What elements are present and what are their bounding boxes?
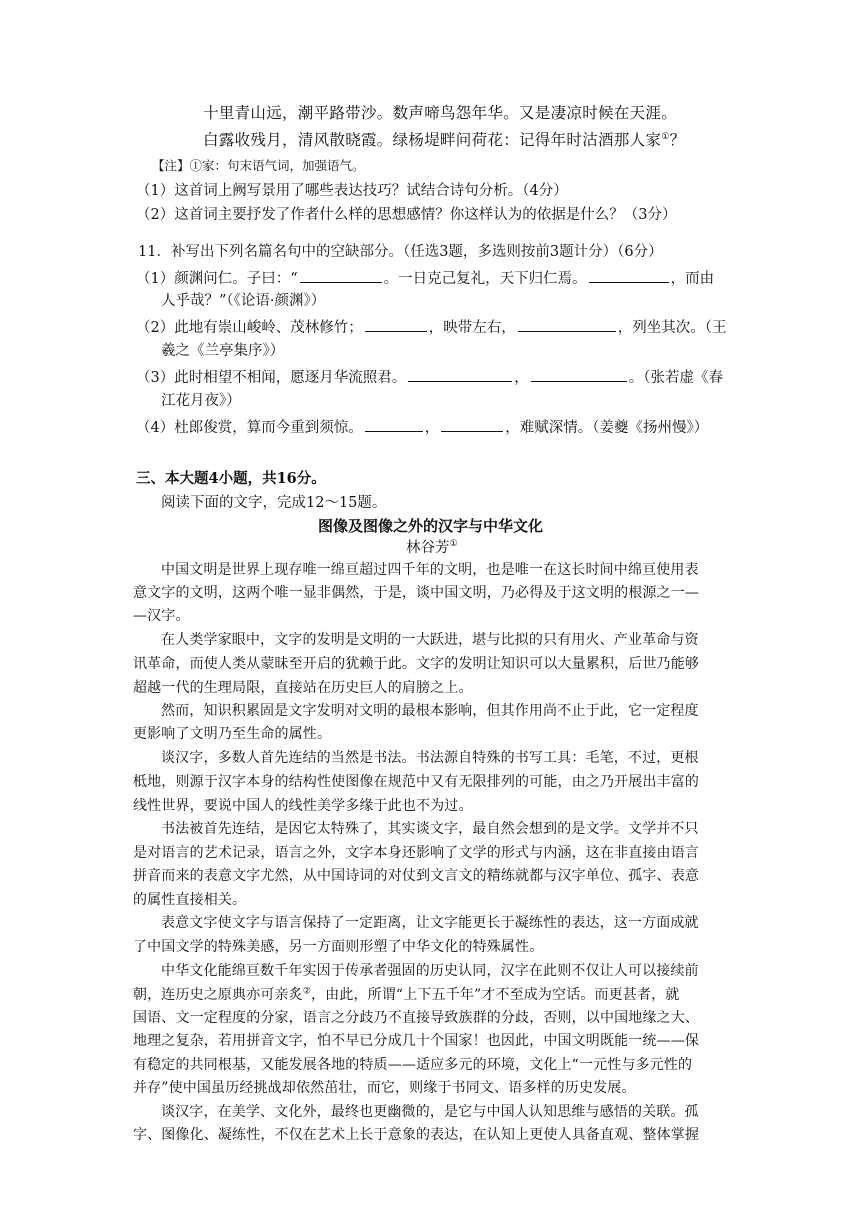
q11-item-3-text-c: 。（张若虚《春: [628, 370, 723, 386]
article-line: 中国文明是世界上现存唯一绵亘超过四千年的文明，也是唯一在这长时间中绵亘使用表: [161, 562, 699, 578]
q11-item-4-text-b: ，: [424, 420, 440, 436]
q11-item-1-text-c: ，而由: [670, 271, 715, 287]
q11-item-2-text-a: （2）此地有崇山峻岭、茂林修竹；: [136, 320, 363, 336]
article-line: 然而，知识积累固是文字发明对文明的最根本影响，但其作用尚不止于此，它一定程度: [161, 703, 699, 719]
article-line: 国语、文一定程度的分家，语言之分歧乃不直接导致族群的分歧，否则，以中国地缘之大、: [133, 1010, 699, 1026]
article-line: 表意文字使文字与语言保持了一定距离，让文字能更长于凝练性的表达，这一方面成就: [161, 915, 699, 931]
section-3-intro: 阅读下面的文字，完成12～15题。: [161, 495, 387, 511]
q11-item-3-text-b: ，: [514, 370, 529, 386]
answer-blank[interactable]: [589, 270, 669, 283]
answer-blank[interactable]: [365, 419, 423, 432]
footnote-marker: ①: [661, 131, 670, 142]
article-line: 是对语言的艺术记录，语言之外，文字本身还影响了文学的形式与内涵，这在非直接由语言: [133, 845, 699, 861]
article-line: 意文字的文明，这两个唯一显非偶然，于是，谈中国文明，乃必得及于这文明的根源之一—: [133, 585, 699, 601]
q11-item-3: [136, 369, 723, 386]
article-line: 地理之复杂，若用拼音文字，怕不早已分成几十个国家！也因此，中国文明既能一统——保: [133, 1033, 699, 1049]
article-author-name: 林谷芳: [406, 540, 450, 556]
article-line: 在人类学家眼中，文字的发明是文明的一大跃进，堪与比拟的只有用火、产业革命与资: [161, 632, 699, 648]
article-line: 谈汉字，多数人首先连结的当然是书法。书法源自特殊的书写工具：毛笔，不过，更根: [161, 750, 699, 766]
article-line: [133, 988, 679, 1002]
q11-item-1-text-a: （1）颜渊问仁。子曰：“: [136, 271, 298, 287]
footnote-marker: ①: [449, 539, 458, 550]
article-line: 谈汉字，在美学、文化外，最终也更幽微的，是它与中国人认知思维与感悟的关联。孤: [161, 1104, 699, 1120]
article-line: 更影响了文明乃至生命的属性。: [133, 726, 332, 742]
article-line: 超越一代的生理局限，直接站在历史巨人的肩膀之上。: [133, 680, 473, 696]
answer-blank[interactable]: [300, 270, 382, 283]
article-line: 讯革命，而使人类从蒙昧至开启的犹赖于此。文字的发明让知识可以大量累积，后世乃能够: [133, 656, 699, 672]
q11-item-2-text-c: ，列坐其次。（王: [617, 320, 727, 336]
answer-blank[interactable]: [441, 419, 503, 432]
q11-item-3-text-a: （3）此时相望不相闻，愿逐月华流照君。: [136, 370, 407, 386]
q11-item-1: [136, 270, 714, 287]
article-line: 有稳定的共同根基，又能发展各地的特质——适应多元的环境，文化上“一元性与多元性的: [133, 1057, 693, 1073]
q11-item-2-cont: 羲之《兰亭集序》）: [161, 343, 285, 359]
q11-item-4-text-c: ，难赋深情。（姜夔《扬州慢》）: [505, 420, 709, 436]
poem-line-2-end: ？: [669, 131, 686, 149]
poem-line-2-text: 白露收残月，清风散晓霞。绿杨堤畔问荷花：记得年时沽酒那人家: [203, 131, 662, 149]
q11-item-1-text-b: 。一日克己复礼，天下归仁焉。: [383, 271, 587, 287]
article-line: 拼音而来的表意文字尤然，从中国诗词的对仗到文言文的精练就都与汉字单位、孤字、表意: [133, 868, 699, 884]
q11-item-4-text-a: （4）杜郎俊赏，算而今重到须惊。: [136, 420, 363, 436]
article-line-part: ，由此，所谓“上下五千年”才不至成为空话。而更甚者，就: [311, 987, 680, 1003]
article-title: 图像及图像之外的汉字与中华文化: [318, 517, 544, 535]
q11-item-4: [136, 419, 708, 436]
article-line-part: 朝，连历史之原典亦可亲炙: [133, 987, 303, 1003]
article-line: 柢地，则源于汉字本身的结构性使图像在规范中又有无限排列的可能，由之乃开展出丰富的: [133, 774, 699, 790]
q11-stem: 11．补写出下列名篇名句中的空缺部分。（任选3题，多选则按前3题计分）（6分）: [138, 244, 663, 260]
footnote-marker: ②: [302, 986, 312, 997]
article-line: 的属性直接相关。: [133, 892, 247, 908]
q11-item-2: [136, 319, 726, 336]
article-line: 字、图像化、凝练性，不仅在艺术上长于意象的表达，在认知上更使人具备直观、整体掌握: [133, 1127, 699, 1143]
q10-part-2: （2）这首词主要抒发了作者什么样的思想感情？你这样认为的依据是什么？（3分）: [136, 207, 677, 223]
answer-blank[interactable]: [408, 369, 512, 382]
article-line: —汉字。: [133, 608, 190, 624]
section-3-heading: 三、本大题4小题，共16分。: [136, 470, 326, 487]
answer-blank[interactable]: [365, 319, 427, 332]
article-line: 并存”使中国虽历经挑战却依然茁壮，而它，则缘于书同文、语多样的历史发展。: [133, 1080, 636, 1096]
answer-blank[interactable]: [518, 319, 616, 332]
q11-item-2-text-b: ，映带左右，: [428, 320, 516, 336]
poem-line-1: 十里青山远，潮平路带沙。数声啼鸟怨年华。又是凄凉时候在天涯。: [203, 104, 678, 122]
q11-item-3-cont: 江花月夜》）: [161, 393, 241, 409]
q11-item-1-cont: 人乎哉？”（《论语·颜渊》）: [161, 293, 326, 309]
poem-note: 【注】①家：句末语气词，加强语气。: [152, 158, 365, 173]
article-line: 书法被首先连结，是因它太特殊了，其实谈文字，最自然会想到的是文学。文学并不只: [161, 821, 699, 837]
article-line: 中华文化能绵亘数千年实因于传承者强固的历史认同，汉字在此则不仅让人可以接续前: [161, 963, 699, 979]
answer-blank[interactable]: [531, 369, 627, 382]
article-author: [406, 541, 458, 556]
q10-part-1: （1）这首词上阙写景用了哪些表达技巧？试结合诗句分析。（4分）: [136, 183, 568, 199]
poem-line-2: [203, 133, 685, 149]
article-line: 了中国文学的特殊美感，另一方面则形塑了中华文化的特殊属性。: [133, 939, 544, 955]
article-line: 线性世界，要说中国人的线性美学多缘于此也不为过。: [133, 798, 473, 814]
